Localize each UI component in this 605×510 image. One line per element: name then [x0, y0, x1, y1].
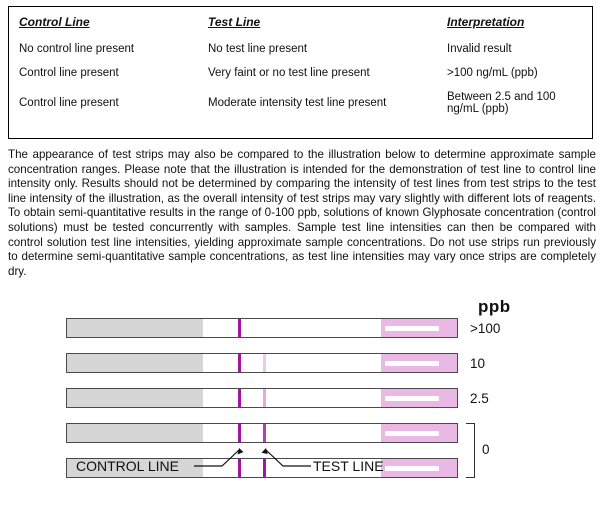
cell-test: Moderate intensity test line present	[208, 97, 387, 109]
cell-control: Control line present	[19, 97, 119, 109]
cell-test: No test line present	[208, 43, 308, 55]
strip-window-bar	[385, 396, 439, 401]
cell-control: No control line present	[19, 43, 135, 55]
table	[9, 7, 592, 121]
test-strip-row	[66, 423, 458, 443]
description-paragraph	[8, 148, 596, 279]
strip-segment-gray	[67, 389, 203, 407]
strip-segment-gray	[67, 319, 203, 337]
zero-group-bracket	[466, 423, 475, 478]
test-strip-row	[66, 353, 458, 373]
test-line-mark	[263, 389, 266, 407]
strip-window-bar	[385, 466, 439, 471]
table-header-cell-control: Control Line	[19, 15, 90, 29]
strip-segment-gray	[67, 354, 203, 372]
test-line-mark	[263, 319, 266, 337]
test-line-mark	[263, 459, 266, 477]
strip-concentration-label: 10	[470, 356, 486, 371]
strip-window-bar	[385, 361, 439, 366]
control-line-mark	[238, 459, 241, 477]
table-row	[9, 85, 592, 121]
interpretation-table	[8, 6, 593, 139]
ppb-unit-label: ppb	[478, 297, 511, 316]
control-line-mark	[238, 424, 241, 442]
control-line-mark	[238, 319, 241, 337]
test-line-caption: TEST LINE	[313, 458, 384, 474]
strip-segment-white	[203, 389, 381, 407]
table-header-row	[9, 7, 592, 37]
table-row	[9, 37, 592, 61]
paragraph-text: The appearance of test strips may also be compared to the illustration below to determine approximate sample concentration ranges. Please note that the illustration is intended for the demonstration of test line to control line intensity only. Results should not be determined by comparing the intensity of test lines from test strips to the test line intensity of the illustration, as the overall intensity of test strips may vary slightly with different lots of reagents. To obtain semi-quantitative results in the range of 0-100 ppb, solutions of known Glyphosate concentration (control solutions) must be tested concurrently with samples. Sample test line intensities can then be compared with control solution test line intensities, yielding approximate sample concentrations. Do not use strips run previously to determine semi-quantitative sample concentrations, as test line intensities may vary once strips are completely dry.	[8, 148, 596, 278]
strip-window-bar	[385, 431, 439, 436]
control-line-caption: CONTROL LINE	[76, 458, 179, 474]
test-line-mark	[263, 424, 266, 442]
strip-segment-white	[203, 354, 381, 372]
strip-concentration-label: >100	[470, 321, 501, 336]
strip-concentration-label: 0	[482, 442, 490, 457]
strip-illustration	[0, 318, 605, 478]
strip-concentration-label: 2.5	[470, 391, 489, 406]
strip-segment-white	[203, 424, 381, 442]
strip-segment-gray	[67, 424, 203, 442]
table-row	[9, 61, 592, 85]
table-header-cell-interpretation: Interpretation	[447, 15, 525, 29]
control-line-mark	[238, 354, 241, 372]
test-strip-row	[66, 318, 458, 338]
table-header-cell-test: Test Line	[208, 15, 261, 29]
test-line-mark	[263, 354, 266, 372]
cell-test: Very faint or no test line present	[208, 67, 370, 79]
cell-control: Control line present	[19, 67, 119, 79]
control-line-mark	[238, 389, 241, 407]
strip-segment-white	[203, 319, 381, 337]
cell-interpretation: Invalid result	[447, 43, 512, 55]
strip-window-bar	[385, 326, 439, 331]
cell-interpretation: Between 2.5 and 100 ng/mL (ppb)	[447, 91, 556, 115]
cell-interpretation: >100 ng/mL (ppb)	[447, 67, 538, 79]
test-strip-row	[66, 388, 458, 408]
